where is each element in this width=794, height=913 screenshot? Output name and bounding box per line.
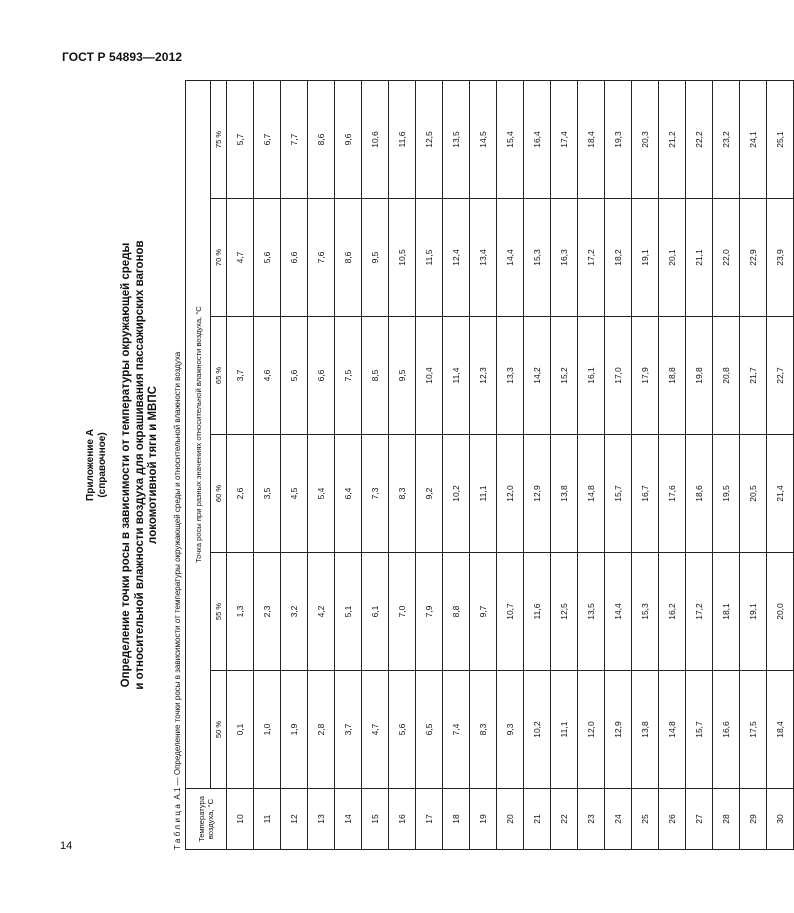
temperature-cell: 15 <box>362 789 389 850</box>
table-row <box>443 81 470 850</box>
dew-point-cell: 1,0 <box>254 671 281 789</box>
dew-point-cell: 10,2 <box>524 671 551 789</box>
table-row <box>254 81 281 850</box>
dew-point-cell: 22,0 <box>713 199 740 317</box>
dew-point-cell: 14,4 <box>605 553 632 671</box>
dew-point-group-header: Точка росы при разных значениях относительной влажности воздуха, °С <box>186 81 211 789</box>
dew-point-cell: 20,3 <box>632 81 659 199</box>
dew-point-cell: 15,7 <box>605 435 632 553</box>
dew-point-cell: 24,1 <box>740 81 767 199</box>
dew-point-cell: 7,5 <box>335 317 362 435</box>
temperature-cell: 26 <box>659 789 686 850</box>
dew-point-table <box>185 80 794 850</box>
dew-point-cell: 17,6 <box>659 435 686 553</box>
temperature-cell: 18 <box>443 789 470 850</box>
dew-point-cell: 3,5 <box>254 435 281 553</box>
dew-point-cell: 5,6 <box>281 317 308 435</box>
appendix-heading <box>85 80 109 850</box>
humidity-header: 70 % <box>211 199 227 317</box>
dew-point-cell: 15,3 <box>524 199 551 317</box>
dew-point-cell: 5,4 <box>308 435 335 553</box>
dew-point-cell: 11,6 <box>389 81 416 199</box>
dew-point-cell: 3,7 <box>227 317 254 435</box>
humidity-header: 50 % <box>211 671 227 789</box>
temperature-cell: 24 <box>605 789 632 850</box>
dew-point-cell: 8,3 <box>389 435 416 553</box>
dew-point-cell: 10,4 <box>416 317 443 435</box>
table-row <box>416 81 443 850</box>
dew-point-cell: 7,6 <box>308 199 335 317</box>
table-row <box>767 81 794 850</box>
dew-point-cell: 16,6 <box>713 671 740 789</box>
dew-point-cell: 5,1 <box>335 553 362 671</box>
table-caption-text: А.1 — Определение точки росы в зависимости от температуры окружающей среды и относительной влажности воздуха <box>173 351 182 800</box>
dew-point-cell: 23,9 <box>767 199 794 317</box>
dew-point-cell: 6,1 <box>362 553 389 671</box>
dew-point-cell: 12,3 <box>470 317 497 435</box>
dew-point-cell: 3,2 <box>281 553 308 671</box>
dew-point-cell: 10,5 <box>389 199 416 317</box>
dew-point-cell: 9,5 <box>362 199 389 317</box>
dew-point-cell: 4,2 <box>308 553 335 671</box>
dew-point-cell: 15,4 <box>497 81 524 199</box>
dew-point-cell: 16,7 <box>632 435 659 553</box>
dew-point-cell: 17,2 <box>686 553 713 671</box>
dew-point-cell: 13,4 <box>470 199 497 317</box>
dew-point-cell: 11,5 <box>416 199 443 317</box>
table-row <box>524 81 551 850</box>
dew-point-cell: 4,6 <box>254 317 281 435</box>
temperature-cell: 13 <box>308 789 335 850</box>
table-row <box>659 81 686 850</box>
dew-point-cell: 20,1 <box>659 199 686 317</box>
dew-point-cell: 13,5 <box>443 81 470 199</box>
dew-point-cell: 2,8 <box>308 671 335 789</box>
dew-point-cell: 11,6 <box>524 553 551 671</box>
table-row <box>632 81 659 850</box>
dew-point-cell: 6,4 <box>335 435 362 553</box>
table-row <box>281 81 308 850</box>
dew-point-cell: 14,8 <box>659 671 686 789</box>
page-number: 14 <box>60 840 73 852</box>
dew-point-cell: 9,6 <box>335 81 362 199</box>
standard-designation: ГОСТ Р 54893—2012 <box>62 50 183 64</box>
appendix-title: Приложение А <box>85 429 96 501</box>
temperature-cell: 20 <box>497 789 524 850</box>
dew-point-cell: 19,1 <box>632 199 659 317</box>
dew-point-cell: 23,2 <box>713 81 740 199</box>
dew-point-cell: 18,2 <box>605 199 632 317</box>
temperature-cell: 29 <box>740 789 767 850</box>
temperature-cell: 14 <box>335 789 362 850</box>
dew-point-cell: 16,2 <box>659 553 686 671</box>
temperature-cell: 17 <box>416 789 443 850</box>
dew-point-cell: 17,9 <box>632 317 659 435</box>
dew-point-cell: 11,1 <box>470 435 497 553</box>
dew-point-cell: 22,7 <box>767 317 794 435</box>
table-row <box>605 81 632 850</box>
dew-point-cell: 17,5 <box>740 671 767 789</box>
appendix-type: (справочное) <box>97 432 108 498</box>
dew-point-cell: 7,0 <box>389 553 416 671</box>
temperature-cell: 12 <box>281 789 308 850</box>
dew-point-cell: 21,7 <box>740 317 767 435</box>
dew-point-cell: 25,1 <box>767 81 794 199</box>
dew-point-cell: 12,4 <box>443 199 470 317</box>
humidity-header: 65 % <box>211 317 227 435</box>
dew-point-cell: 1,9 <box>281 671 308 789</box>
dew-point-cell: 4,7 <box>362 671 389 789</box>
table-row <box>686 81 713 850</box>
temperature-cell: 10 <box>227 789 254 850</box>
dew-point-cell: 10,7 <box>497 553 524 671</box>
table-row <box>308 81 335 850</box>
dew-point-cell: 2,6 <box>227 435 254 553</box>
dew-point-cell: 6,5 <box>416 671 443 789</box>
table-row <box>497 81 524 850</box>
dew-point-cell: 18,4 <box>767 671 794 789</box>
temperature-cell: 25 <box>632 789 659 850</box>
dew-point-cell: 18,4 <box>578 81 605 199</box>
table-row <box>389 81 416 850</box>
temperature-cell: 19 <box>470 789 497 850</box>
humidity-header: 55 % <box>211 553 227 671</box>
dew-point-cell: 4,7 <box>227 199 254 317</box>
dew-point-cell: 8,6 <box>308 81 335 199</box>
table-row <box>713 81 740 850</box>
dew-point-cell: 8,3 <box>470 671 497 789</box>
dew-point-cell: 9,5 <box>389 317 416 435</box>
dew-point-cell: 12,0 <box>497 435 524 553</box>
dew-point-cell: 20,0 <box>767 553 794 671</box>
dew-point-cell: 19,1 <box>740 553 767 671</box>
dew-point-cell: 17,4 <box>551 81 578 199</box>
table-row <box>578 81 605 850</box>
table-row <box>740 81 767 850</box>
table-row <box>335 81 362 850</box>
temperature-cell: 16 <box>389 789 416 850</box>
dew-point-cell: 9,2 <box>416 435 443 553</box>
section-title-line3: локомотивной тяги и МВПС <box>147 386 159 544</box>
dew-point-cell: 13,5 <box>578 553 605 671</box>
table-row <box>227 81 254 850</box>
dew-point-cell: 8,6 <box>335 199 362 317</box>
dew-point-cell: 19,8 <box>686 317 713 435</box>
dew-point-cell: 9,7 <box>470 553 497 671</box>
temperature-cell: 22 <box>551 789 578 850</box>
dew-point-cell: 8,5 <box>362 317 389 435</box>
dew-point-cell: 17,0 <box>605 317 632 435</box>
dew-point-cell: 18,1 <box>713 553 740 671</box>
temperature-cell: 11 <box>254 789 281 850</box>
dew-point-cell: 2,3 <box>254 553 281 671</box>
dew-point-cell: 17,2 <box>578 199 605 317</box>
dew-point-cell: 19,3 <box>605 81 632 199</box>
dew-point-cell: 7,9 <box>416 553 443 671</box>
dew-point-cell: 0,1 <box>227 671 254 789</box>
dew-point-cell: 10,6 <box>362 81 389 199</box>
section-title-line1: Определение точки росы в зависимости от температуры окружающей среды <box>120 242 132 688</box>
temperature-column-header: Температура воздуха, °С <box>186 789 227 850</box>
dew-point-cell: 12,9 <box>524 435 551 553</box>
dew-point-cell: 4,5 <box>281 435 308 553</box>
dew-point-cell: 6,6 <box>308 317 335 435</box>
dew-point-cell: 11,1 <box>551 671 578 789</box>
dew-point-cell: 14,5 <box>470 81 497 199</box>
dew-point-cell: 12,9 <box>605 671 632 789</box>
dew-point-cell: 15,7 <box>686 671 713 789</box>
dew-point-cell: 11,4 <box>443 317 470 435</box>
dew-point-cell: 5,6 <box>254 199 281 317</box>
dew-point-cell: 18,6 <box>686 435 713 553</box>
dew-point-cell: 15,3 <box>632 553 659 671</box>
dew-point-cell: 16,1 <box>578 317 605 435</box>
dew-point-cell: 22,2 <box>686 81 713 199</box>
dew-point-cell: 9,3 <box>497 671 524 789</box>
dew-point-cell: 21,4 <box>767 435 794 553</box>
dew-point-cell: 14,8 <box>578 435 605 553</box>
dew-point-cell: 5,6 <box>389 671 416 789</box>
dew-point-cell: 7,4 <box>443 671 470 789</box>
dew-point-cell: 1,3 <box>227 553 254 671</box>
dew-point-cell: 14,2 <box>524 317 551 435</box>
dew-point-cell: 18,8 <box>659 317 686 435</box>
temperature-cell: 27 <box>686 789 713 850</box>
dew-point-cell: 15,2 <box>551 317 578 435</box>
dew-point-cell: 5,7 <box>227 81 254 199</box>
section-title <box>120 80 161 850</box>
dew-point-cell: 12,0 <box>578 671 605 789</box>
dew-point-cell: 14,4 <box>497 199 524 317</box>
rotated-content <box>85 80 785 850</box>
dew-point-cell: 16,3 <box>551 199 578 317</box>
dew-point-cell: 12,5 <box>416 81 443 199</box>
dew-point-cell: 12,5 <box>551 553 578 671</box>
section-title-line2: и относительной влажности воздуха для окрашивания пассажирских вагонов <box>133 240 146 690</box>
dew-point-cell: 20,5 <box>740 435 767 553</box>
dew-point-cell: 16,4 <box>524 81 551 199</box>
dew-point-cell: 22,9 <box>740 199 767 317</box>
table-row <box>551 81 578 850</box>
dew-point-cell: 13,8 <box>632 671 659 789</box>
dew-point-cell: 8,8 <box>443 553 470 671</box>
dew-point-cell: 6,7 <box>254 81 281 199</box>
table-row <box>362 81 389 850</box>
dew-point-cell: 21,2 <box>659 81 686 199</box>
temperature-cell: 23 <box>578 789 605 850</box>
table-row <box>470 81 497 850</box>
dew-point-cell: 19,5 <box>713 435 740 553</box>
dew-point-cell: 20,8 <box>713 317 740 435</box>
dew-point-cell: 21,1 <box>686 199 713 317</box>
table-caption <box>173 80 182 850</box>
humidity-header: 60 % <box>211 435 227 553</box>
dew-point-cell: 10,2 <box>443 435 470 553</box>
temperature-cell: 28 <box>713 789 740 850</box>
dew-point-cell: 13,3 <box>497 317 524 435</box>
dew-point-cell: 6,6 <box>281 199 308 317</box>
dew-point-cell: 3,7 <box>335 671 362 789</box>
dew-point-cell: 7,7 <box>281 81 308 199</box>
dew-point-cell: 13,8 <box>551 435 578 553</box>
humidity-header: 75 % <box>211 81 227 199</box>
table-caption-label: Таблица <box>173 801 182 850</box>
temperature-cell: 30 <box>767 789 794 850</box>
dew-point-cell: 7,3 <box>362 435 389 553</box>
temperature-cell: 21 <box>524 789 551 850</box>
